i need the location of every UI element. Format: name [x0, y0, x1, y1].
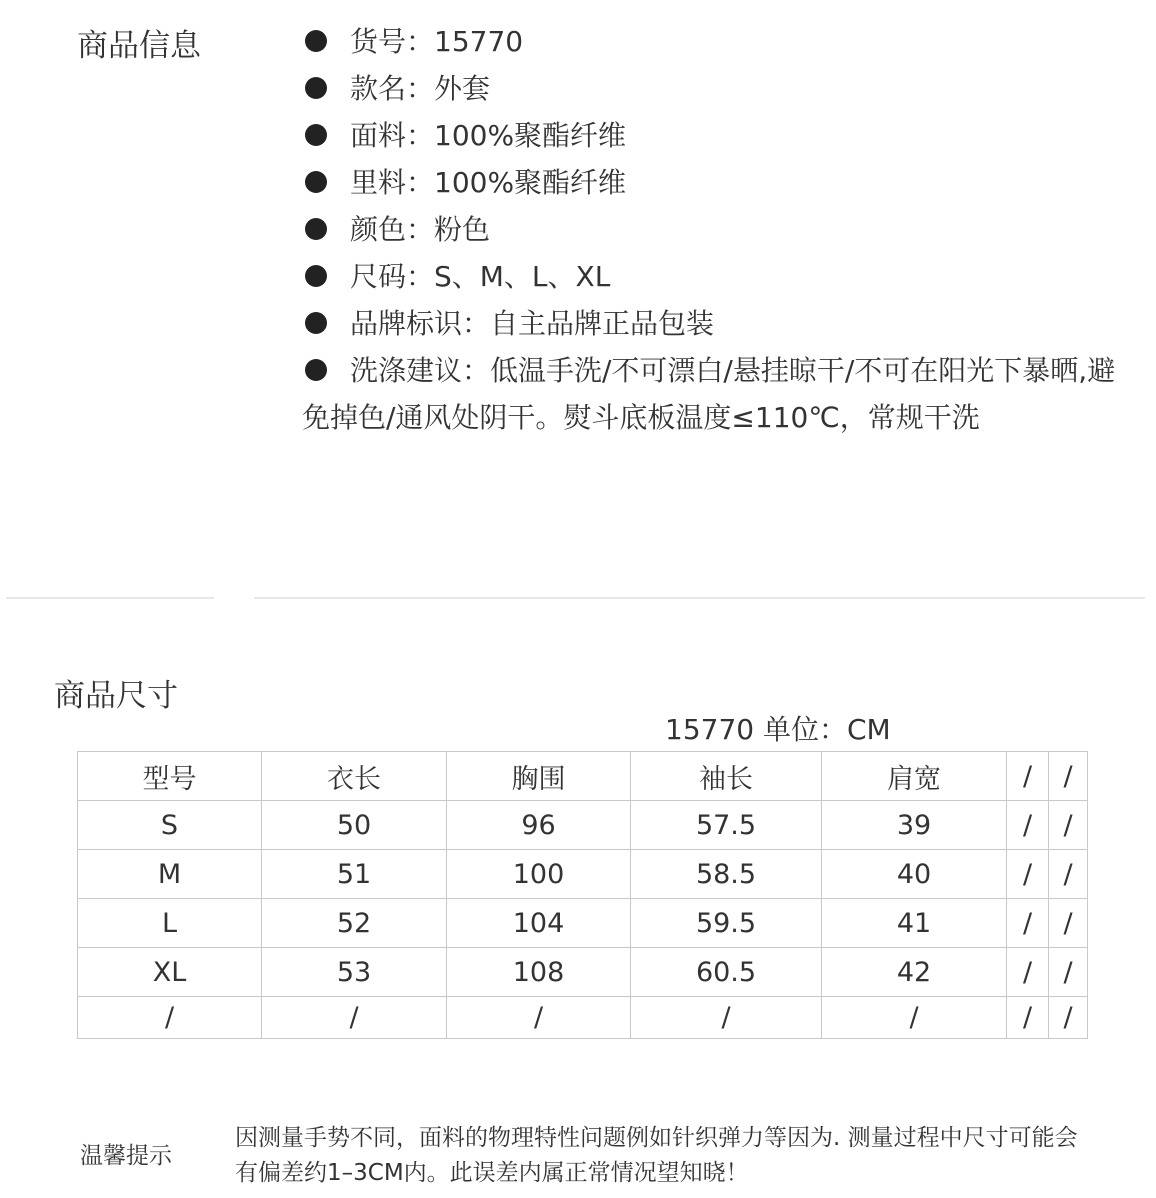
table-cell: / — [1007, 850, 1049, 899]
table-header-row — [78, 752, 1088, 801]
table-cell: 100 — [447, 850, 631, 899]
bullet-icon — [305, 171, 327, 193]
info-item-text: 里料：100%聚酯纤维 — [350, 166, 627, 199]
table-cell: 104 — [447, 899, 631, 948]
info-item-text: 面料：100%聚酯纤维 — [350, 119, 627, 152]
table-cell: / — [1049, 801, 1088, 850]
table-cell: 108 — [447, 948, 631, 997]
header-cell: 胸围 — [447, 752, 631, 801]
table-cell: 53 — [262, 948, 447, 997]
bullet-icon — [305, 124, 327, 146]
table-cell: 51 — [262, 850, 447, 899]
info-item-text: 颜色：粉色 — [350, 213, 491, 246]
table-cell: / — [1049, 997, 1088, 1039]
info-item-text: 款名：外套 — [350, 72, 491, 105]
table-cell: S — [78, 801, 262, 850]
divider — [6, 597, 214, 599]
table-cell: / — [1007, 997, 1049, 1039]
info-item-text: 洗涤建议：低温手洗/不可漂白/悬挂晾干/不可在阳光下暴晒,避免掉色/通风处阴干。熨斗底板温度≤110℃，常规干洗 — [302, 354, 1116, 434]
table-cell: / — [1049, 899, 1088, 948]
unit-line: 15770 单位：CM — [665, 713, 891, 746]
header-cell: 型号 — [78, 752, 262, 801]
table-row — [78, 850, 1088, 899]
table-cell: 57.5 — [631, 801, 822, 850]
tip-label: 温馨提示 — [80, 1143, 172, 1169]
table-cell: / — [1007, 948, 1049, 997]
table-cell: 96 — [447, 801, 631, 850]
table-cell: / — [1007, 899, 1049, 948]
table-cell: / — [631, 997, 822, 1039]
table-cell: 39 — [822, 801, 1007, 850]
bullet-icon — [305, 30, 327, 52]
product-info-list — [302, 18, 1142, 441]
table-row — [78, 899, 1088, 948]
table-cell: 41 — [822, 899, 1007, 948]
bullet-icon — [305, 77, 327, 99]
info-item-sizes — [302, 253, 1142, 300]
table-cell: XL — [78, 948, 262, 997]
table-cell: / — [1007, 801, 1049, 850]
table-cell: 42 — [822, 948, 1007, 997]
table-cell: 60.5 — [631, 948, 822, 997]
table-cell: 50 — [262, 801, 447, 850]
bullet-icon — [305, 265, 327, 287]
info-item-text: 品牌标识：自主品牌正品包装 — [350, 307, 715, 340]
info-item-text: 货号：15770 — [350, 25, 524, 58]
info-item-fabric — [302, 112, 1142, 159]
info-item-lining — [302, 159, 1142, 206]
table-cell: / — [1049, 850, 1088, 899]
info-item-text: 尺码：S、M、L、XL — [350, 260, 611, 293]
bullet-icon — [305, 312, 327, 334]
table-cell: 52 — [262, 899, 447, 948]
bullet-icon — [305, 218, 327, 240]
header-cell: / — [1049, 752, 1088, 801]
product-size-title: 商品尺寸 — [54, 678, 178, 714]
table-cell: 58.5 — [631, 850, 822, 899]
size-table — [77, 751, 1088, 1039]
info-item-style-name — [302, 65, 1142, 112]
table-cell: / — [1049, 948, 1088, 997]
info-item-sku — [302, 18, 1142, 65]
header-cell: 衣长 — [262, 752, 447, 801]
table-cell: / — [447, 997, 631, 1039]
table-cell: 59.5 — [631, 899, 822, 948]
info-item-brand — [302, 300, 1142, 347]
info-item-color — [302, 206, 1142, 253]
header-cell: 肩宽 — [822, 752, 1007, 801]
table-cell: / — [78, 997, 262, 1039]
table-row — [78, 997, 1088, 1039]
table-cell: M — [78, 850, 262, 899]
product-info-title: 商品信息 — [77, 28, 201, 64]
bullet-icon — [305, 359, 327, 381]
table-cell: / — [262, 997, 447, 1039]
tip-text: 因测量手势不同，面料的物理特性问题例如针织弹力等因为. 测量过程中尺寸可能会有偏差约1–3CM内。此误差内属正常情况望知晓！ — [235, 1125, 1078, 1186]
header-cell: / — [1007, 752, 1049, 801]
table-cell: / — [822, 997, 1007, 1039]
header-cell: 袖长 — [631, 752, 822, 801]
divider — [254, 597, 1145, 599]
info-item-care — [302, 347, 1142, 441]
table-row — [78, 948, 1088, 997]
table-cell: L — [78, 899, 262, 948]
table-cell: 40 — [822, 850, 1007, 899]
table-row — [78, 801, 1088, 850]
